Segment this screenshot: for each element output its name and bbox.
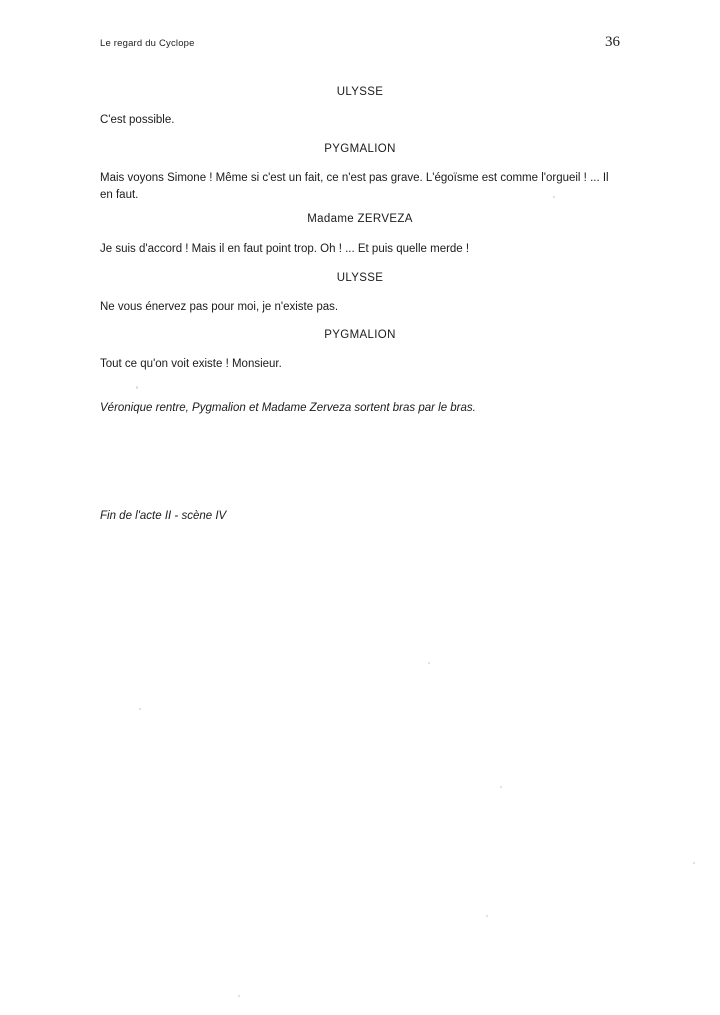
speaker-name: ULYSSE <box>336 86 384 98</box>
dialogue-line: Tout ce qu'on voit existe ! Monsieur. <box>100 358 282 370</box>
speaker-name: ULYSSE <box>336 272 384 284</box>
speaker-name: PYGMALION <box>324 143 396 155</box>
page-header <box>100 34 620 58</box>
scan-speckle <box>428 662 430 664</box>
scan-speckle <box>486 915 488 917</box>
running-head-title: Le regard du Cyclope <box>100 38 195 49</box>
scan-speckle <box>136 386 138 389</box>
scene-end-note: Fin de l'acte II - scène IV <box>100 510 227 522</box>
stage-direction: Véronique rentre, Pygmalion et Madame Zerveza sortent bras par le bras. <box>100 402 476 414</box>
dialogue-line: Ne vous énervez pas pour moi, je n'existe pas. <box>100 301 339 313</box>
scan-speckle <box>693 862 695 864</box>
dialogue-line: C'est possible. <box>100 114 175 126</box>
scan-speckle <box>238 995 240 997</box>
dialogue-line: Je suis d'accord ! Mais il en faut point trop. Oh ! ... Et puis quelle merde ! <box>100 243 470 255</box>
page-number: 36 <box>605 34 620 50</box>
scan-speckle <box>500 786 502 788</box>
scan-speckle <box>139 708 141 710</box>
speaker-name: Madame ZERVEZA <box>307 213 413 225</box>
speaker-name: PYGMALION <box>324 329 396 341</box>
scan-speckle <box>553 196 555 198</box>
dialogue-line: Mais voyons Simone ! Même si c'est un fait, ce n'est pas grave. L'égoïsme est comme l'orgueil ! ... Il en faut. <box>100 172 609 201</box>
